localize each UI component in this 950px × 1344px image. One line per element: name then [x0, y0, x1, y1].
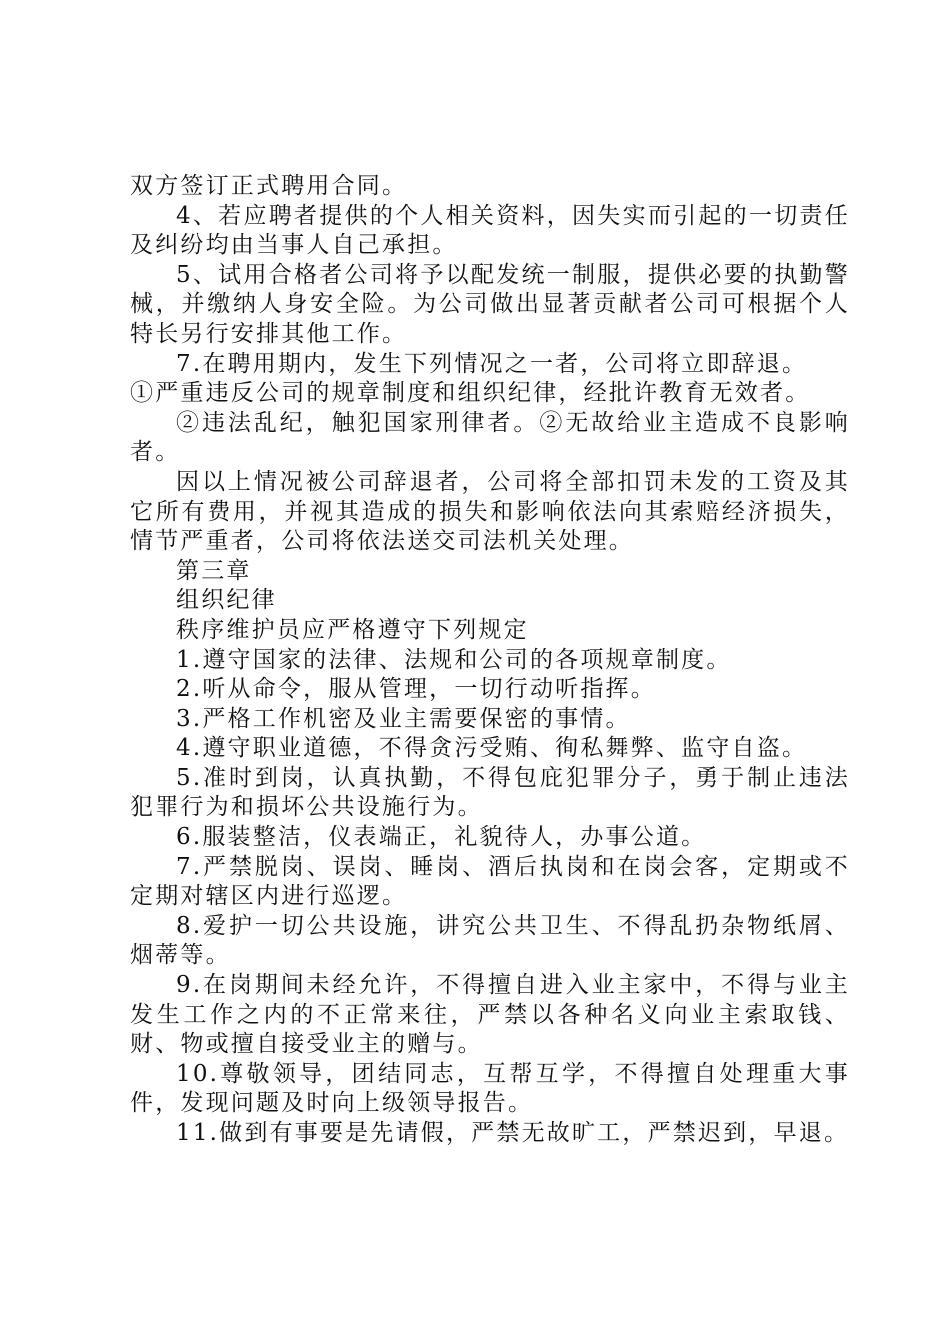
rule-item-7: 7.严禁脱岗、误岗、睡岗、酒后执岗和在岗会客，定期或不定期对辖区内进行巡逻。	[130, 853, 850, 910]
paragraph-rule-5-uniform: 5、试用合格者公司将予以配发统一制服，提供必要的执勤警械，并缴纳人身安全险。为公司做出显著贡献者公司可根据个人特长另行安排其他工作。	[130, 261, 850, 347]
rule-item-1: 1.遵守国家的法律、法规和公司的各项规章制度。	[176, 646, 732, 673]
rule-item-3: 3.严格工作机密及业主需要保密的事情。	[176, 705, 631, 732]
rule-item-8: 8.爱护一切公共设施，讲究公共卫生、不得乱扔杂物纸屑、烟蒂等。	[130, 912, 850, 969]
rule-item-10: 10.尊敬领导，团结同志，互帮互学，不得擅自处理重大事件，发现问题及时向上级领导报告。	[130, 1060, 850, 1117]
rule-item-6: 6.服装整洁，仪表端正，礼貌待人，办事公道。	[176, 824, 707, 851]
rule-item-5: 5.准时到岗，认真执勤，不得包庇犯罪分子，勇于制止违法犯罪行为和损坏公共设施行为。	[130, 764, 850, 821]
paragraph-dismissal-consequences: 因以上情况被公司辞退者，公司将全部扣罚未发的工资及其它所有费用，并视其造成的损失和影响依法向其索赔经济损失，情节严重者，公司将依法送交司法机关处理。	[130, 468, 850, 555]
chapter-title: 组织纪律	[176, 587, 277, 614]
paragraph-contract-signing: 双方签订正式聘用合同。	[130, 173, 408, 199]
paragraph-dismissal-item-1: ①严重违反公司的规章制度和组织纪律，经批许教育无效者。	[130, 380, 811, 407]
rule-item-2: 2.听从命令，服从管理，一切行动听指挥。	[176, 676, 656, 703]
paragraph-rule-7-dismissal: 7.在聘用期内，发生下列情况之一者，公司将立即辞退。	[176, 350, 808, 377]
rule-item-4: 4.遵守职业道德，不得贪污受贿、徇私舞弊、监守自盗。	[176, 735, 808, 762]
rules-intro: 秩序维护员应严格遵守下列规定	[176, 616, 529, 643]
chapter-heading: 第三章	[176, 557, 252, 584]
paragraph-rule-4-false-info: 4、若应聘者提供的个人相关资料，因失实而引起的一切责任及纠纷均由当事人自己承担。	[130, 202, 850, 259]
rule-item-11: 11.做到有事要是先请假，严禁无故旷工，严禁迟到，早退。	[176, 1120, 850, 1146]
rule-item-9: 9.在岗期间未经允许，不得擅自进入业主家中，不得与业主发生工作之内的不正常来往，严禁以各种名义向业主索取钱、财、物或擅自接受业主的赠与。	[130, 972, 850, 1058]
paragraph-dismissal-item-2: ②违法乱纪，触犯国家刑律者。②无故给业主造成不良影响者。	[130, 409, 850, 466]
document-body	[130, 172, 850, 1149]
